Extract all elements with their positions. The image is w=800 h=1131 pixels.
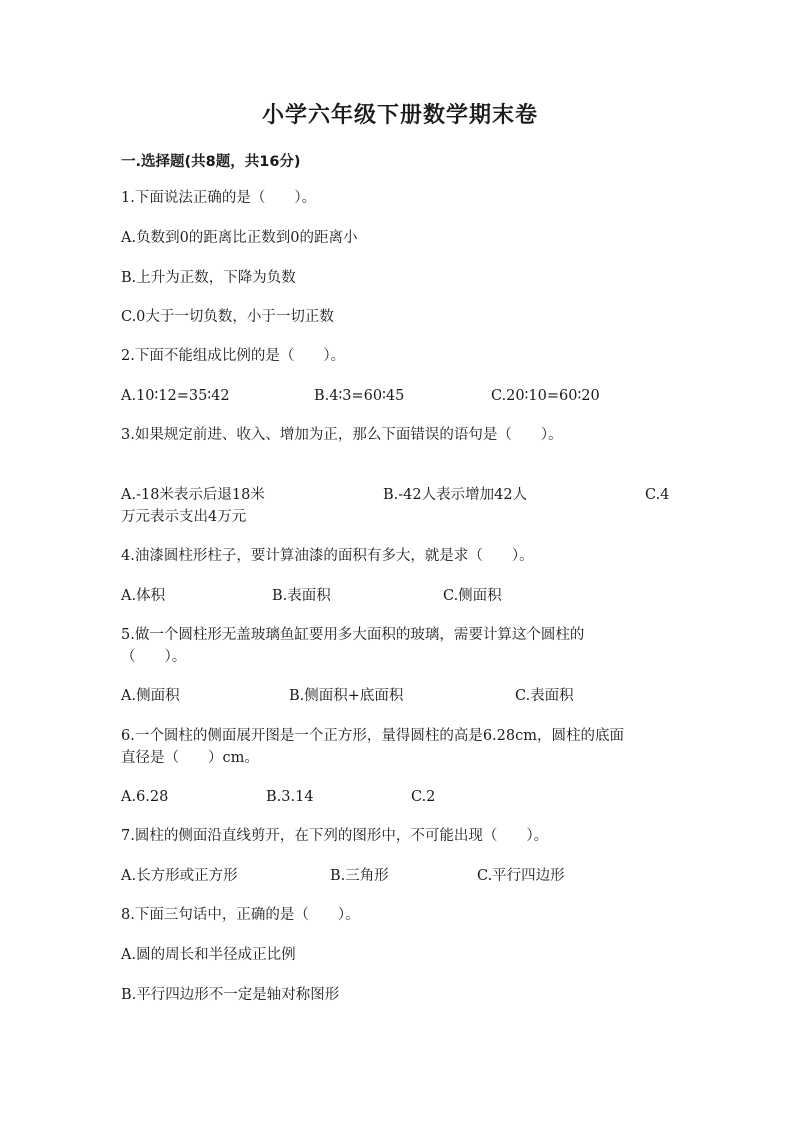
page-title: 小学六年级下册数学期末卷	[261, 102, 538, 128]
question-4-option-c: C.侧面积	[443, 588, 502, 604]
question-8-option-b: B.平行四边形不一定是轴对称图形	[121, 987, 340, 1003]
question-5-stem: 5.做一个圆柱形无盖玻璃鱼缸要用多大面积的玻璃，需要计算这个圆柱的	[121, 627, 585, 643]
question-1-stem: 1.下面说法正确的是（ ）。	[121, 190, 317, 206]
question-5-option-a: A.侧面积	[121, 688, 180, 704]
question-3-stem: 3.如果规定前进、收入、增加为正，那么下面错误的语句是（ ）。	[121, 427, 563, 443]
question-3-option-c: C.4	[645, 487, 670, 503]
question-7-option-c: C.平行四边形	[477, 868, 565, 884]
question-7-option-b: B.三角形	[330, 868, 389, 884]
question-8-option-a: A.圆的周长和半径成正比例	[121, 947, 296, 963]
question-8-stem: 8.下面三句话中，正确的是（ ）。	[121, 907, 360, 923]
question-1-option-a: A.负数到0的距离比正数到0的距离小	[121, 230, 358, 246]
question-6-option-b: B.3.14	[266, 789, 314, 805]
question-2-option-c: C.20∶10=60∶20	[491, 388, 600, 404]
question-1-option-b: B.上升为正数，下降为负数	[121, 270, 296, 286]
question-7-option-a: A.长方形或正方形	[121, 868, 238, 884]
question-4-option-b: B.表面积	[272, 588, 331, 604]
question-5-option-c: C.表面积	[515, 688, 574, 704]
question-5-stem-continued: （ ）。	[121, 649, 187, 665]
question-6-stem: 6.一个圆柱的侧面展开图是一个正方形，量得圆柱的高是6.28cm，圆柱的底面	[121, 728, 624, 744]
question-3-option-c-continued: 万元表示支出4万元	[121, 509, 247, 525]
question-2-option-a: A.10∶12=35∶42	[121, 388, 230, 404]
question-3-option-a: A.-18米表示后退18米	[121, 487, 265, 503]
question-6-option-a: A.6.28	[121, 789, 169, 805]
question-4-stem: 4.油漆圆柱形柱子，要计算油漆的面积有多大，就是求（ ）。	[121, 548, 534, 564]
question-5-option-b: B.侧面积+底面积	[289, 688, 404, 704]
question-4-option-a: A.体积	[121, 588, 166, 604]
question-2-option-b: B.4∶3=60∶45	[314, 388, 405, 404]
question-7-stem: 7.圆柱的侧面沿直线剪开，在下列的图形中，不可能出现（ ）。	[121, 828, 549, 844]
question-1-option-c: C.0大于一切负数，小于一切正数	[121, 309, 334, 325]
section-heading: 一.选择题(共8题，共16分)	[121, 154, 301, 170]
question-6-stem-continued: 直径是（ ）cm。	[121, 750, 259, 766]
question-2-stem: 2.下面不能组成比例的是（ ）。	[121, 348, 346, 364]
question-6-option-c: C.2	[411, 789, 436, 805]
question-3-option-b: B.-42人表示增加42人	[383, 487, 528, 503]
